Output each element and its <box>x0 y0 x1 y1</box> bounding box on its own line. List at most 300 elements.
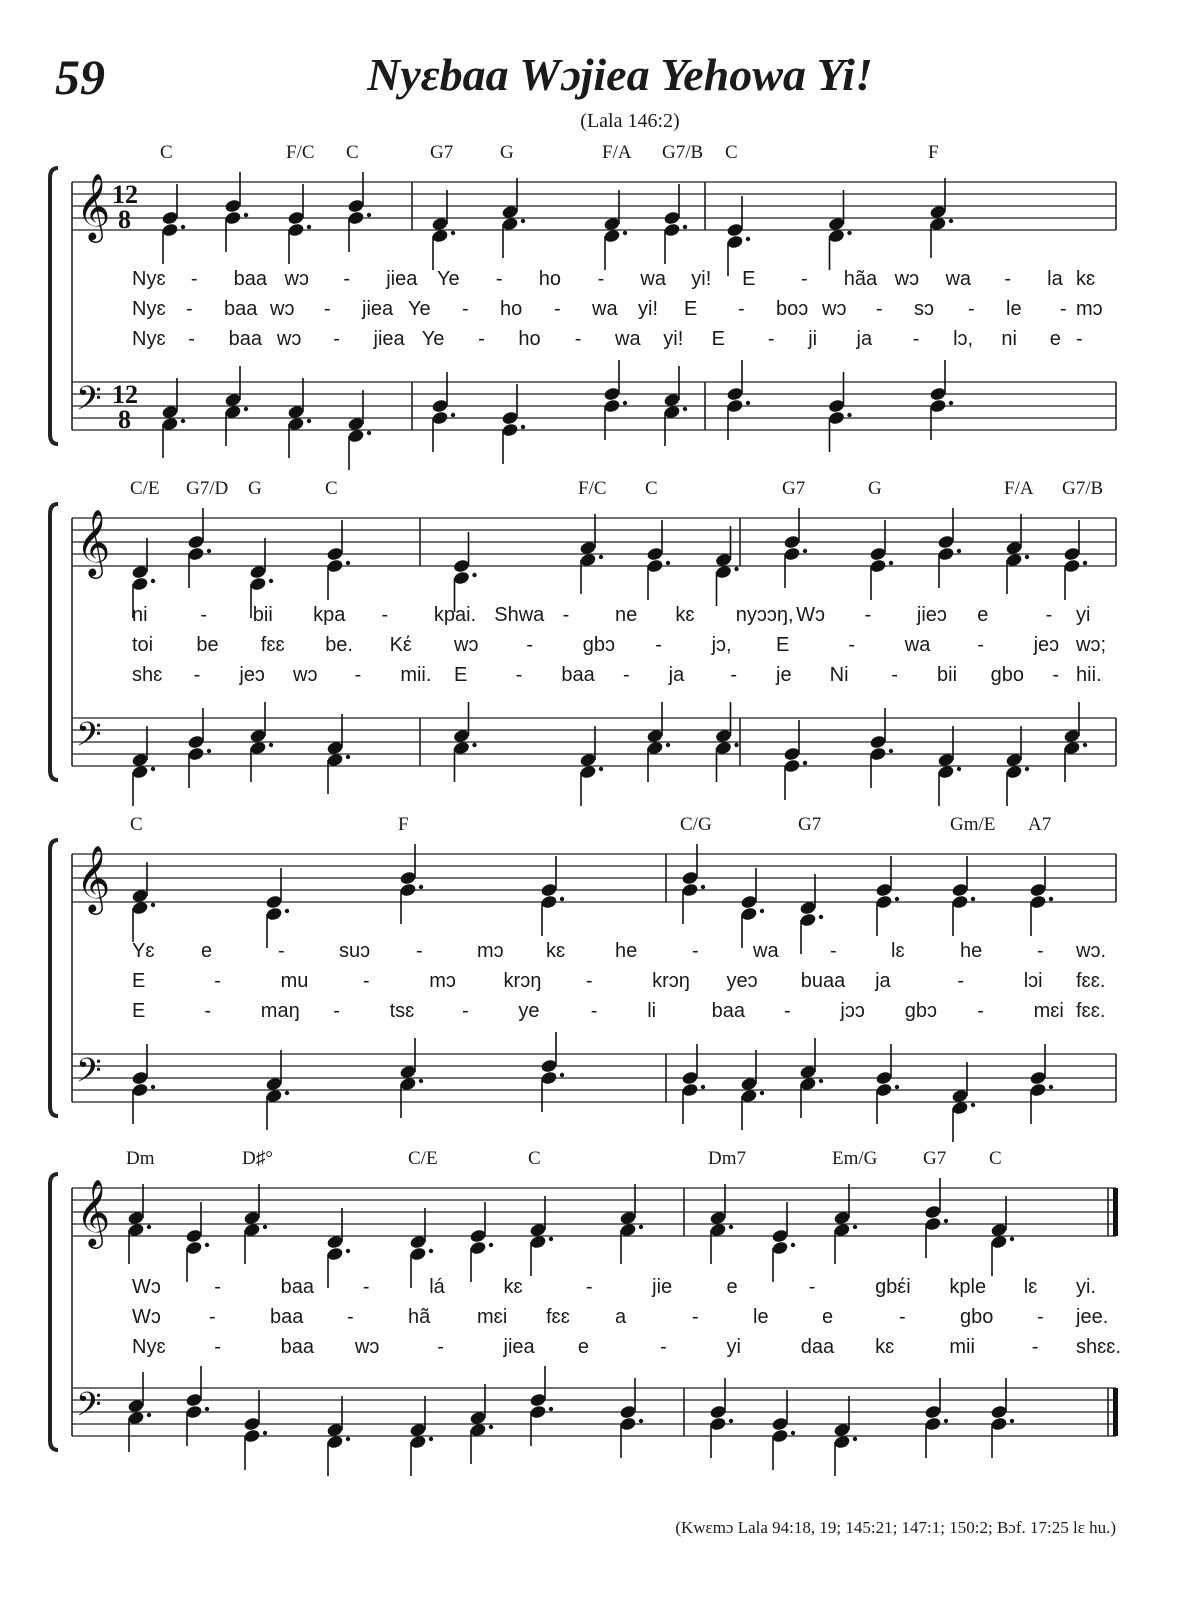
chord-symbol: G7/D <box>186 478 229 499</box>
dot <box>419 1079 423 1083</box>
lyric-syllable: mu <box>280 970 309 992</box>
lyric-syllable: fɛɛ <box>260 634 285 656</box>
lyric-hyphen: - <box>738 298 745 320</box>
dot <box>1083 743 1087 747</box>
final-barline-thick <box>1113 1388 1118 1436</box>
lyric-hyphen: - <box>1045 604 1053 626</box>
dot <box>346 1437 350 1441</box>
lyric-syllable: wɔ <box>822 298 847 320</box>
dot <box>623 401 627 405</box>
dot <box>151 579 155 583</box>
dot <box>147 1413 151 1417</box>
lyric-syllable: baa <box>233 268 268 290</box>
lyric-hyphen: - <box>1060 298 1067 320</box>
chord-symbol: G7 <box>923 1148 947 1169</box>
note-chord <box>326 520 350 600</box>
lyric-hyphen: - <box>864 604 872 626</box>
dot <box>269 743 273 747</box>
dot <box>451 413 455 417</box>
dot <box>263 1225 267 1229</box>
lyric-syllable: baa <box>228 328 262 350</box>
chord-symbol: F <box>928 142 939 163</box>
lyric-hyphen: - <box>692 1306 699 1328</box>
dot <box>819 915 823 919</box>
lyric-syllable: E <box>132 970 146 992</box>
dot <box>666 743 670 747</box>
chord-symbol: C <box>989 1148 1002 1169</box>
lyric-syllable: ja <box>856 328 873 350</box>
lyric-hyphen: - <box>730 664 737 686</box>
note-chord <box>540 856 564 936</box>
dot <box>285 1091 289 1095</box>
dot <box>729 1225 733 1229</box>
dot <box>734 567 738 571</box>
lyric-syllable: boɔ <box>776 298 809 320</box>
lyric-syllable: gbɔ <box>904 1000 938 1022</box>
lyric-hyphen: - <box>585 970 593 992</box>
lyric-syllable: kɛ <box>675 604 695 626</box>
note-chord <box>681 844 705 924</box>
lyric-hyphen: - <box>899 1306 906 1328</box>
lyric-syllable: wa <box>592 298 618 320</box>
time-signature-top: 12 <box>112 180 138 209</box>
lyric-syllable: Wɔ <box>796 604 826 626</box>
lyric-syllable: suɔ <box>339 940 371 962</box>
note-chord <box>709 1378 733 1458</box>
lyric-syllable: jiea <box>362 298 394 320</box>
dot <box>307 225 311 229</box>
dot <box>1049 1085 1053 1089</box>
lyric-syllable: kɛ <box>875 1336 895 1358</box>
lyric-hyphen: - <box>333 1000 340 1022</box>
note-chord <box>646 520 670 600</box>
system-bracket <box>50 840 58 1116</box>
lyric-syllable: hãa <box>843 268 878 290</box>
note-chord <box>740 868 764 948</box>
lyric-syllable: wa <box>945 268 972 290</box>
lyric-syllable: ji <box>808 328 818 350</box>
dot <box>683 407 687 411</box>
lyric-hyphen: - <box>1031 1336 1039 1358</box>
dot <box>472 743 476 747</box>
lyric-hyphen: - <box>554 298 561 320</box>
note-chord <box>326 1208 350 1288</box>
dot <box>599 555 603 559</box>
lyric-hyphen: - <box>381 604 389 626</box>
lyric-syllable: ho <box>518 328 541 350</box>
dot <box>560 1073 564 1077</box>
lyric-hyphen: - <box>830 940 837 962</box>
note-chord <box>540 1032 564 1112</box>
lyric-syllable: nyɔɔŋ, <box>735 604 794 626</box>
lyric-syllable: E <box>684 298 698 320</box>
lyric-syllable: wa <box>640 268 666 290</box>
lyric-hyphen: - <box>347 1306 354 1328</box>
lyric-syllable: lɛ <box>891 940 905 962</box>
lyric-syllable: mɔ <box>429 970 456 992</box>
lyric-syllable: kɛ <box>546 940 566 962</box>
lyric-syllable: yi. <box>1076 1276 1096 1298</box>
dot <box>367 431 371 435</box>
chord-symbol: F/A <box>602 142 632 163</box>
system-1 <box>50 168 1116 470</box>
note-chord <box>469 1202 493 1282</box>
note-chord <box>501 384 525 464</box>
dot <box>701 885 705 889</box>
lyric-hyphen: - <box>957 970 965 992</box>
lyric-hyphen: - <box>574 328 582 350</box>
dot <box>791 1243 795 1247</box>
note-chord <box>663 184 687 264</box>
lyric-hyphen: - <box>977 634 984 656</box>
dot <box>1025 767 1029 771</box>
lyric-syllable: he <box>960 940 983 962</box>
chord-symbol: C/G <box>680 814 712 835</box>
lyric-syllable: tsɛ <box>389 1000 415 1022</box>
dot <box>847 231 851 235</box>
lyric-hyphen: - <box>343 268 351 290</box>
lyric-hyphen: - <box>597 268 605 290</box>
lyric-hyphen: - <box>362 970 370 992</box>
lyric-syllable: baa <box>280 1336 314 1358</box>
dot <box>205 1243 209 1247</box>
note-chord <box>1029 1044 1053 1124</box>
dot <box>263 1431 267 1435</box>
cross-references: (Kwɛmɔ Lala 94:18, 19; 145:21; 147:1; 150:2; Bɔf. 17:25 lɛ hu.) <box>675 1518 1116 1537</box>
lyric-syllable: Shwa <box>494 604 545 626</box>
lyric-syllable: wɔ; <box>1076 634 1106 656</box>
lyric-hyphen: - <box>1052 664 1059 686</box>
chord-symbol: C/E <box>130 478 160 499</box>
lyric-syllable: mii <box>949 1336 975 1358</box>
lyric-syllable: wɔ <box>276 328 302 350</box>
dot <box>895 897 899 901</box>
dot <box>1010 1237 1014 1241</box>
lyric-syllable: ja <box>668 664 685 686</box>
lyric-syllable: fɛɛ. <box>1076 1000 1106 1022</box>
lyric-syllable: lɔ, <box>953 328 974 350</box>
lyric-syllable: e <box>201 940 213 962</box>
note-chord <box>1029 856 1053 936</box>
lyric-syllable: E <box>132 1000 146 1022</box>
lyric-hyphen: - <box>655 634 662 656</box>
lyric-hyphen: - <box>585 1276 593 1298</box>
note-chord <box>265 868 289 948</box>
lyric-syllable: Ye <box>437 268 460 290</box>
time-signature-top: 12 <box>112 380 138 409</box>
chord-symbol: F/C <box>286 142 315 163</box>
lyric-hyphen: - <box>808 1276 816 1298</box>
lyric-syllable: Nyɛ <box>132 328 166 350</box>
dot <box>451 231 455 235</box>
chord-symbol: F/A <box>1004 478 1034 499</box>
lyric-syllable: Wɔ <box>132 1276 161 1298</box>
dot <box>701 1085 705 1089</box>
dot <box>949 219 953 223</box>
dot <box>1083 561 1087 565</box>
treble-clef-icon: 𝄞 <box>76 844 111 912</box>
dot <box>734 743 738 747</box>
bass-clef-icon: 𝄢 <box>76 1386 102 1432</box>
lyric-syllable: jiea <box>386 268 418 290</box>
lyric-syllable: he <box>615 940 638 962</box>
lyric-syllable: wɔ. <box>1076 940 1106 962</box>
lyric-syllable: Ni <box>829 664 849 686</box>
lyric-syllable: kɛ <box>1076 268 1096 290</box>
dot <box>944 1419 948 1423</box>
note-chord <box>937 508 961 588</box>
dot <box>472 573 476 577</box>
lyric-hyphen: - <box>209 1306 216 1328</box>
system-bracket <box>50 504 58 780</box>
lyric-syllable: e <box>1049 328 1061 350</box>
note-chord <box>875 856 899 936</box>
note-chord <box>453 532 477 612</box>
lyric-syllable: mɛi <box>1033 1000 1064 1022</box>
lyric-hyphen: - <box>214 970 221 992</box>
note-chord <box>224 172 248 252</box>
lyric-syllable: Ye <box>421 328 445 350</box>
dot <box>151 767 155 771</box>
dot <box>151 1085 155 1089</box>
lyric-syllable: gbɔ <box>582 634 616 656</box>
lyric-syllable: bii <box>252 604 273 626</box>
lyric-hyphen: - <box>800 268 808 290</box>
treble-staff <box>72 508 1116 579</box>
lyric-syllable: fɛɛ. <box>1076 970 1106 992</box>
dot <box>791 1431 795 1435</box>
dot <box>895 1085 899 1089</box>
dot <box>853 1437 857 1441</box>
lyric-syllable: Ye <box>408 298 431 320</box>
note-chord <box>399 844 423 924</box>
lyric-hyphen: - <box>590 1000 598 1022</box>
chord-symbol: Gm/E <box>950 814 996 835</box>
lyric-syllable: be. <box>325 634 353 656</box>
lyric-syllable: jɔɔ <box>840 1000 865 1022</box>
lyric-syllable: Yɛ <box>132 940 155 962</box>
chord-symbol: F <box>398 814 409 835</box>
treble-clef-icon: 𝄞 <box>76 508 111 576</box>
dot <box>957 767 961 771</box>
note-chord <box>726 360 750 440</box>
chord-symbol: D♯° <box>242 1148 273 1169</box>
lyric-hyphen: - <box>193 664 201 686</box>
lyric-syllable: krɔŋ <box>503 970 542 992</box>
lyric-syllable: E <box>711 328 725 350</box>
lyric-syllable: jie <box>652 1276 673 1298</box>
lyric-syllable: li <box>647 1000 657 1022</box>
lyric-syllable: e <box>822 1306 834 1328</box>
lyric-syllable: e <box>577 1336 589 1358</box>
time-signature-bottom: 8 <box>118 205 131 234</box>
note-chord <box>603 360 627 440</box>
lyric-syllable: sɔ <box>914 298 934 320</box>
lyric-syllable: toi <box>132 634 154 656</box>
dot <box>429 1249 433 1253</box>
lyric-syllable: mɔ <box>477 940 504 962</box>
lyric-syllable: ja <box>875 970 891 992</box>
dot <box>666 561 670 565</box>
dot <box>285 909 289 913</box>
note-chord <box>869 520 893 600</box>
dot <box>549 1237 553 1241</box>
lyric-syllable: baa <box>224 298 258 320</box>
lyric-hyphen: - <box>562 604 570 626</box>
dot <box>1025 555 1029 559</box>
lyric-hyphen: - <box>1076 328 1083 350</box>
chord-symbol: G <box>500 142 514 163</box>
note-chord <box>869 708 893 788</box>
dot <box>949 401 953 405</box>
lyric-syllable: shɛ <box>132 664 163 686</box>
lyric-syllable: ni <box>1001 328 1017 350</box>
lyric-hyphen: - <box>495 268 503 290</box>
lyric-syllable: e <box>977 604 989 626</box>
lyric-syllable: wɔ <box>454 634 479 656</box>
lyric-hyphen: - <box>188 328 195 350</box>
dot <box>269 579 273 583</box>
note-chord <box>990 1378 1014 1458</box>
note-chord <box>799 874 823 954</box>
lyric-syllable: maŋ <box>260 1000 300 1022</box>
bass-clef-icon: 𝄢 <box>76 380 102 426</box>
lyric-syllable: mii. <box>400 664 432 686</box>
lyric-hyphen: - <box>526 634 534 656</box>
treble-clef-icon: 𝄞 <box>76 1178 111 1246</box>
lyric-hyphen: - <box>515 664 523 686</box>
lyric-syllable: gbo <box>960 1306 994 1328</box>
lyric-syllable: yi! <box>663 328 684 350</box>
lyric-syllable: Wɔ <box>132 1306 161 1328</box>
lyric-hyphen: - <box>876 298 883 320</box>
bass-staff <box>72 1386 1116 1436</box>
dot <box>521 219 525 223</box>
system-bracket <box>50 1174 58 1450</box>
chord-symbol: Em/G <box>832 1148 878 1169</box>
lyric-hyphen: - <box>362 1276 370 1298</box>
treble-staff <box>72 1178 1116 1249</box>
chord-symbol: A7 <box>1028 814 1052 835</box>
dot <box>889 561 893 565</box>
song-title: Nyɛbaa Wɔjiea Yehowa Yi! <box>367 49 873 100</box>
dot <box>729 1419 733 1423</box>
lyric-hyphen: - <box>848 634 856 656</box>
dot <box>244 407 248 411</box>
lyric-syllable: ye <box>518 1000 540 1022</box>
dot <box>346 561 350 565</box>
lyric-hyphen: - <box>437 1336 444 1358</box>
dot <box>971 1103 975 1107</box>
lyric-hyphen: - <box>968 298 975 320</box>
lyric-hyphen: - <box>204 1000 212 1022</box>
chord-symbol: G7/B <box>662 142 704 163</box>
lyric-syllable: fɛɛ <box>546 1306 570 1328</box>
lyric-syllable: E <box>454 664 468 686</box>
lyric-syllable: be <box>196 634 219 656</box>
chord-symbol: G7 <box>430 142 454 163</box>
note-chord <box>619 1378 643 1458</box>
dot <box>746 401 750 405</box>
note-chord <box>161 184 185 264</box>
chord-symbol: G7 <box>798 814 822 835</box>
chord-symbol: C <box>528 1148 541 1169</box>
dot <box>181 225 185 229</box>
dot <box>346 1249 350 1253</box>
note-chord <box>681 1044 705 1124</box>
lyric-hyphen: - <box>354 664 362 686</box>
lyric-syllable: wa <box>753 940 779 962</box>
dot <box>346 755 350 759</box>
lyric-syllable: jiea <box>373 328 405 350</box>
bass-clef-icon: 𝄢 <box>76 1052 102 1098</box>
lyric-hyphen: - <box>278 940 285 962</box>
dot <box>803 549 807 553</box>
chord-symbol: F/C <box>578 478 607 499</box>
final-barline-thick <box>1113 1188 1118 1236</box>
dot <box>853 1225 857 1229</box>
note-chord <box>771 1202 795 1282</box>
dot <box>944 1219 948 1223</box>
lyric-syllable: wɔ <box>354 1336 380 1358</box>
lyric-syllable: daa <box>800 1336 835 1358</box>
note-chord <box>287 184 311 264</box>
lyric-syllable: wɔ <box>293 664 318 686</box>
lyric-syllable: jee. <box>1076 1306 1109 1328</box>
dot <box>1049 897 1053 901</box>
chord-symbol: C <box>130 814 143 835</box>
dot <box>244 213 248 217</box>
chord-symbol: G7 <box>782 478 806 499</box>
note-chord <box>185 1202 209 1282</box>
dot <box>683 225 687 229</box>
lyric-syllable: Nyɛ <box>132 298 166 320</box>
lyric-syllable: gbέi <box>875 1276 911 1298</box>
lyric-hyphen: - <box>977 1000 984 1022</box>
chord-symbol: C <box>160 142 173 163</box>
lyric-syllable: ho <box>500 298 523 320</box>
dot <box>819 1079 823 1083</box>
dot <box>847 413 851 417</box>
lyric-hyphen: - <box>416 940 423 962</box>
lyric-syllable: jeɔ <box>239 664 265 686</box>
dot <box>639 1419 643 1423</box>
lyric-syllable: e <box>726 1276 738 1298</box>
dot <box>147 1225 151 1229</box>
lyric-hyphen: - <box>478 328 485 350</box>
lyric-syllable: yi <box>1076 604 1091 626</box>
lyric-syllable: lɛ <box>1023 1276 1038 1298</box>
lyric-syllable: wa <box>904 634 931 656</box>
lyric-syllable: kple <box>949 1276 987 1298</box>
lyric-hyphen: - <box>1004 268 1011 290</box>
lyric-hyphen: - <box>462 1000 469 1022</box>
dot <box>489 1243 493 1247</box>
dot <box>521 425 525 429</box>
lyric-syllable: kpai. <box>433 604 477 626</box>
lyric-hyphen: - <box>891 664 898 686</box>
lyric-hyphen: - <box>1037 1306 1044 1328</box>
lyric-syllable: wɔ <box>894 268 920 290</box>
lyric-hyphen: - <box>186 298 193 320</box>
note-chord <box>771 1390 795 1470</box>
dot <box>1010 1419 1014 1423</box>
lyric-syllable: baa <box>711 1000 745 1022</box>
lyric-hyphen: - <box>200 604 208 626</box>
note-chord <box>828 372 852 452</box>
lyric-hyphen: - <box>767 328 775 350</box>
dot <box>760 1091 764 1095</box>
